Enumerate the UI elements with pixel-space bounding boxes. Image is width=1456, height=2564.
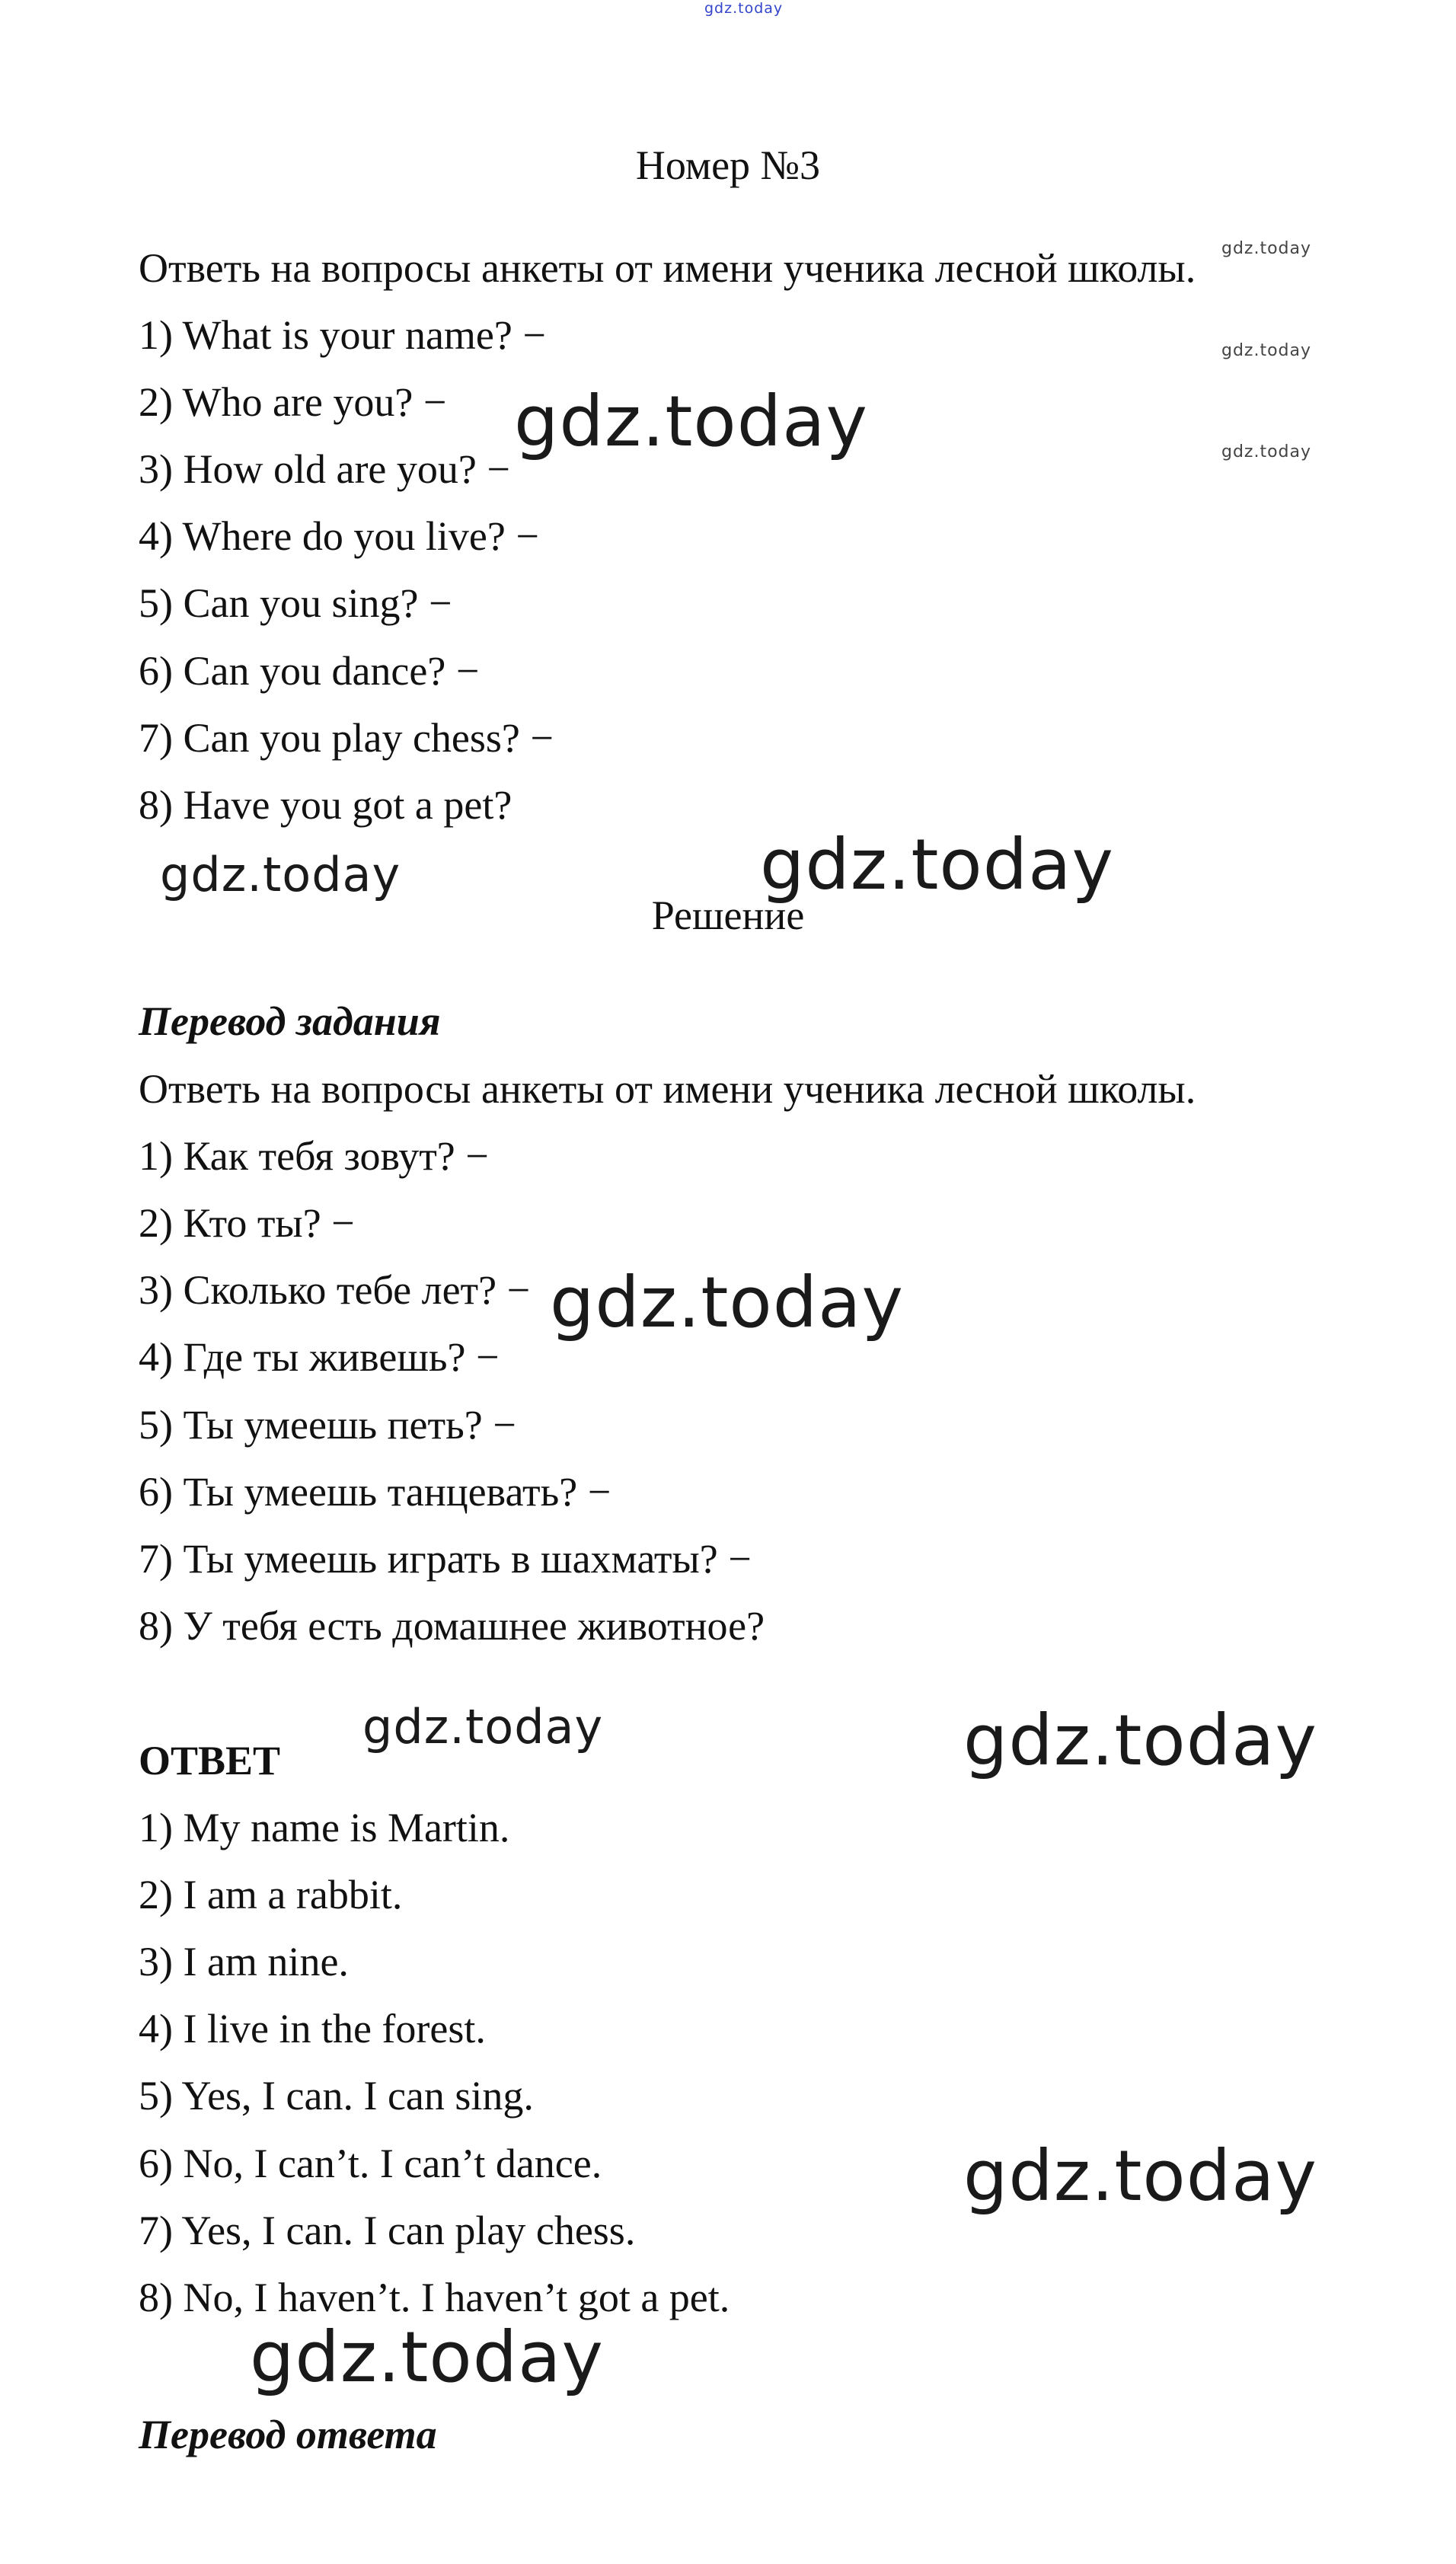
question-4: 4) Where do you live? −: [139, 513, 539, 559]
question-6: 6) Can you dance? −: [139, 648, 480, 694]
translation-question-5: 5) Ты умеешь петь? −: [139, 1402, 516, 1448]
task-title: Номер №3: [635, 142, 821, 188]
watermark-medium-2: gdz.today: [362, 1699, 604, 1755]
watermark-small-1: gdz.today: [1221, 239, 1312, 258]
answer-5: 5) Yes, I can. I can sing.: [139, 2073, 534, 2119]
question-5: 5) Can you sing? −: [139, 580, 452, 626]
watermark-large-4: gdz.today: [963, 1700, 1317, 1781]
translation-question-1: 1) Как тебя зовут? −: [139, 1133, 489, 1179]
answer-7: 7) Yes, I can. I can play chess.: [139, 2208, 636, 2253]
answer-heading: ОТВЕТ: [139, 1738, 281, 1783]
watermark-top: gdz.today: [704, 0, 784, 17]
task-instruction: Ответь на вопросы анкеты от имени ученика лесной школы.: [139, 245, 1196, 291]
answer-3: 3) I am nine.: [139, 1939, 349, 1984]
answer-8: 8) No, I haven’t. I haven’t got a pet.: [139, 2275, 730, 2320]
watermark-large-3: gdz.today: [550, 1262, 904, 1343]
watermark-small-3: gdz.today: [1221, 442, 1312, 461]
answer-4: 4) I live in the forest.: [139, 2006, 486, 2052]
translation-question-2: 2) Кто ты? −: [139, 1200, 355, 1246]
translation-instruction: Ответь на вопросы анкеты от имени ученика лесной школы.: [139, 1066, 1196, 1112]
watermark-medium-1: gdz.today: [160, 847, 401, 902]
translation-question-4: 4) Где ты живешь? −: [139, 1334, 500, 1380]
watermark-small-2: gdz.today: [1221, 341, 1312, 360]
question-7: 7) Can you play chess? −: [139, 715, 554, 761]
solution-title: Решение: [651, 892, 805, 938]
translation-heading: Перевод задания: [139, 998, 441, 1044]
question-8: 8) Have you got a pet?: [139, 782, 512, 828]
answer-2: 2) I am a rabbit.: [139, 1872, 403, 1917]
watermark-large-5: gdz.today: [963, 2135, 1317, 2217]
translation-question-7: 7) Ты умеешь играть в шахматы? −: [139, 1536, 752, 1582]
question-3: 3) How old are you? −: [139, 446, 510, 492]
translation-question-8: 8) У тебя есть домашнее животное?: [139, 1603, 765, 1649]
answer-6: 6) No, I can’t. I can’t dance.: [139, 2141, 602, 2186]
watermark-large-1: gdz.today: [514, 381, 868, 462]
watermark-large-6: gdz.today: [250, 2317, 604, 2398]
translation-question-6: 6) Ты умеешь танцевать? −: [139, 1469, 611, 1515]
question-2: 2) Who are you? −: [139, 379, 447, 425]
translation-question-3: 3) Сколько тебе лет? −: [139, 1267, 531, 1313]
answer-translation-heading: Перевод ответа: [139, 2412, 437, 2457]
watermark-large-2: gdz.today: [760, 824, 1114, 905]
question-1: 1) What is your name? −: [139, 312, 546, 358]
answer-1: 1) My name is Martin.: [139, 1805, 510, 1850]
